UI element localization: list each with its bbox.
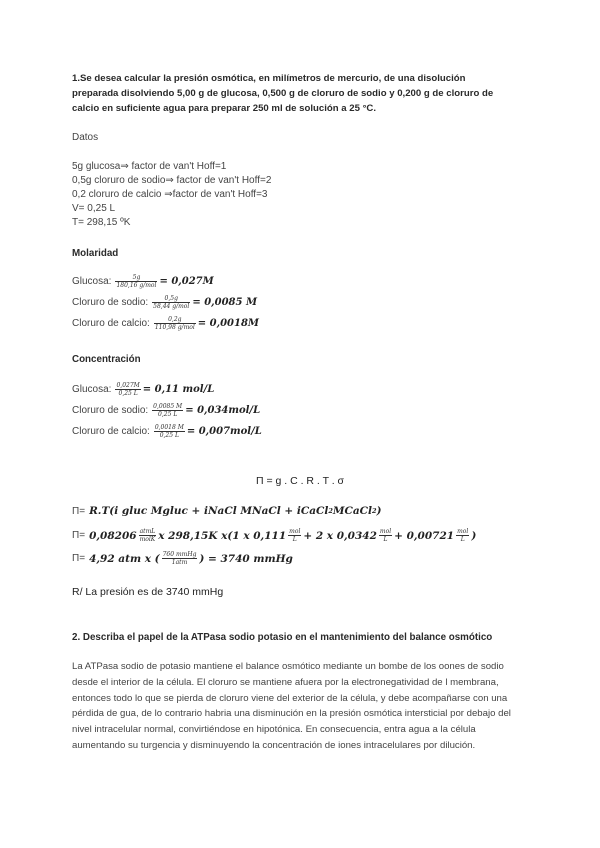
equation-part: ) = 3740 mmHg <box>199 552 293 565</box>
row-result: = 0,034mol/L <box>185 405 261 416</box>
equation-part: ) <box>471 529 477 542</box>
osmotic-pressure-formula: Π = g . C . R . T . σ <box>255 475 345 487</box>
fraction: $\frac{5g}{\text{180,16 g/mol}}$ <box>116 274 157 289</box>
datos-line: V= 0,25 L <box>72 203 116 214</box>
fraction: $\frac{\text{mol}}{L}$ <box>379 528 392 543</box>
equation-part: + 0,00721 <box>394 529 455 542</box>
fraction: $\frac{\text{760 mmHg}}{\text{1atm}}$ <box>162 551 197 566</box>
row-result: = 0,11 mol/L <box>142 384 215 395</box>
equation-part: R.T(i gluc Mgluc + iNaCl MNaCl + iCaCl <box>89 505 329 517</box>
fraction: $\frac{0,027M}{0,25 L}$ <box>116 382 140 397</box>
datos-line: 0,2 cloruro de calcio ⇒factor de van't Hoff=3 <box>72 189 268 200</box>
molaridad-row <box>72 274 214 289</box>
equation-part: 0,08206 <box>89 529 137 542</box>
datos-line: 5g glucosa⇒ factor de van't Hoff=1 <box>72 161 227 172</box>
fraction: $\frac{0,2g}{\text{110,98 g/mol}}$ <box>154 316 195 331</box>
question-1-line-1: 1.Se desea calcular la presión osmótica, en milímetros de mercurio, de una disolución <box>72 73 466 84</box>
fraction: $\frac{0,0018 M}{0,25 L}$ <box>154 424 184 439</box>
subscript: 2 <box>328 507 333 515</box>
row-label: Glucosa: <box>72 276 112 287</box>
concentracion-heading: Concentración <box>72 354 141 365</box>
datos-line: 0,5g cloruro de sodio⇒ factor de van't Hoff=2 <box>72 175 272 186</box>
equation-part: 4,92 atm x ( <box>89 552 160 565</box>
row-result: = 0,027M <box>159 276 214 287</box>
row-result: = 0,007mol/L <box>186 426 262 437</box>
molaridad-heading: Molaridad <box>72 248 119 259</box>
row-label: Cloruro de calcio: <box>72 318 150 329</box>
fraction: $\frac{\text{mol}}{L}$ <box>457 528 469 543</box>
equation-part: ) <box>376 505 382 517</box>
equation-1 <box>72 505 382 517</box>
equation-label: Π= <box>72 505 86 517</box>
subscript: 2 <box>372 507 377 515</box>
fraction: $\frac{\text{atmL}}{\text{molK}}$ <box>139 528 156 543</box>
equation-part: x 298,15K x(1 x 0,111 <box>158 529 287 542</box>
equation-3 <box>72 551 293 566</box>
equation-part: + 2 x 0,0342 <box>303 529 377 542</box>
equation-label: Π= <box>72 553 86 564</box>
equation-part: MCaCl <box>332 505 373 517</box>
question-2-title: 2. Describa el papel de la ATPasa sodio potasio en el mantenimiento del balance osmótico <box>72 632 493 643</box>
concentracion-row <box>72 424 262 439</box>
row-result: = 0,0085 M <box>192 297 258 308</box>
concentracion-row <box>72 382 214 397</box>
fraction: $\frac{0,5g}{\text{58,44 g/mol}}$ <box>153 295 190 310</box>
row-label: Glucosa: <box>72 384 112 395</box>
question-1-line-2: preparada disolviendo 5,00 g de glucosa, 0,500 g de cloruro de sodio y 0,200 g de cloruro de <box>72 88 494 99</box>
row-result: = 0,0018M <box>197 318 259 329</box>
row-label: Cloruro de sodio: <box>72 405 149 416</box>
molaridad-row <box>72 295 257 310</box>
equation-2 <box>72 528 476 543</box>
answer-text: R/ La presión es de 3740 mmHg <box>72 586 224 598</box>
fraction: $\frac{0,0085 M}{0,25 L}$ <box>153 403 183 418</box>
row-label: Cloruro de sodio: <box>72 297 149 308</box>
question-2-answer-paragraph: La ATPasa sodio de potasio mantiene el balance osmótico mediante un bombe de los oones de sodio desde el interior de la célula. El cloruro se mantiene afuera por la electronegatividad de l membrana, entonces todo lo que se pierda de cloruro viene del exterior de la célula, y debe acompañarse con una pérdida de gua, de lo contrario habria una disminución en la presión osmótica intersticial por debajo del nivel intracelular normal, convirtiéndose en hipotónica. En consecuencia, entra agua a la célula aumentando su turgencia y disminuyendo la concentración de iones intracelulares por dilución. <box>72 661 511 751</box>
fraction: $\frac{\text{mol}}{L}$ <box>289 528 301 543</box>
datos-heading: Datos <box>72 132 99 143</box>
molaridad-row <box>72 316 259 331</box>
question-1-line-3: calcio en suficiente agua para preparar 250 ml de solución a 25 °C. <box>72 103 377 114</box>
concentracion-row <box>72 403 260 418</box>
datos-line: T= 298,15 ºK <box>72 217 131 228</box>
equation-label: Π= <box>72 530 86 541</box>
row-label: Cloruro de calcio: <box>72 426 150 437</box>
